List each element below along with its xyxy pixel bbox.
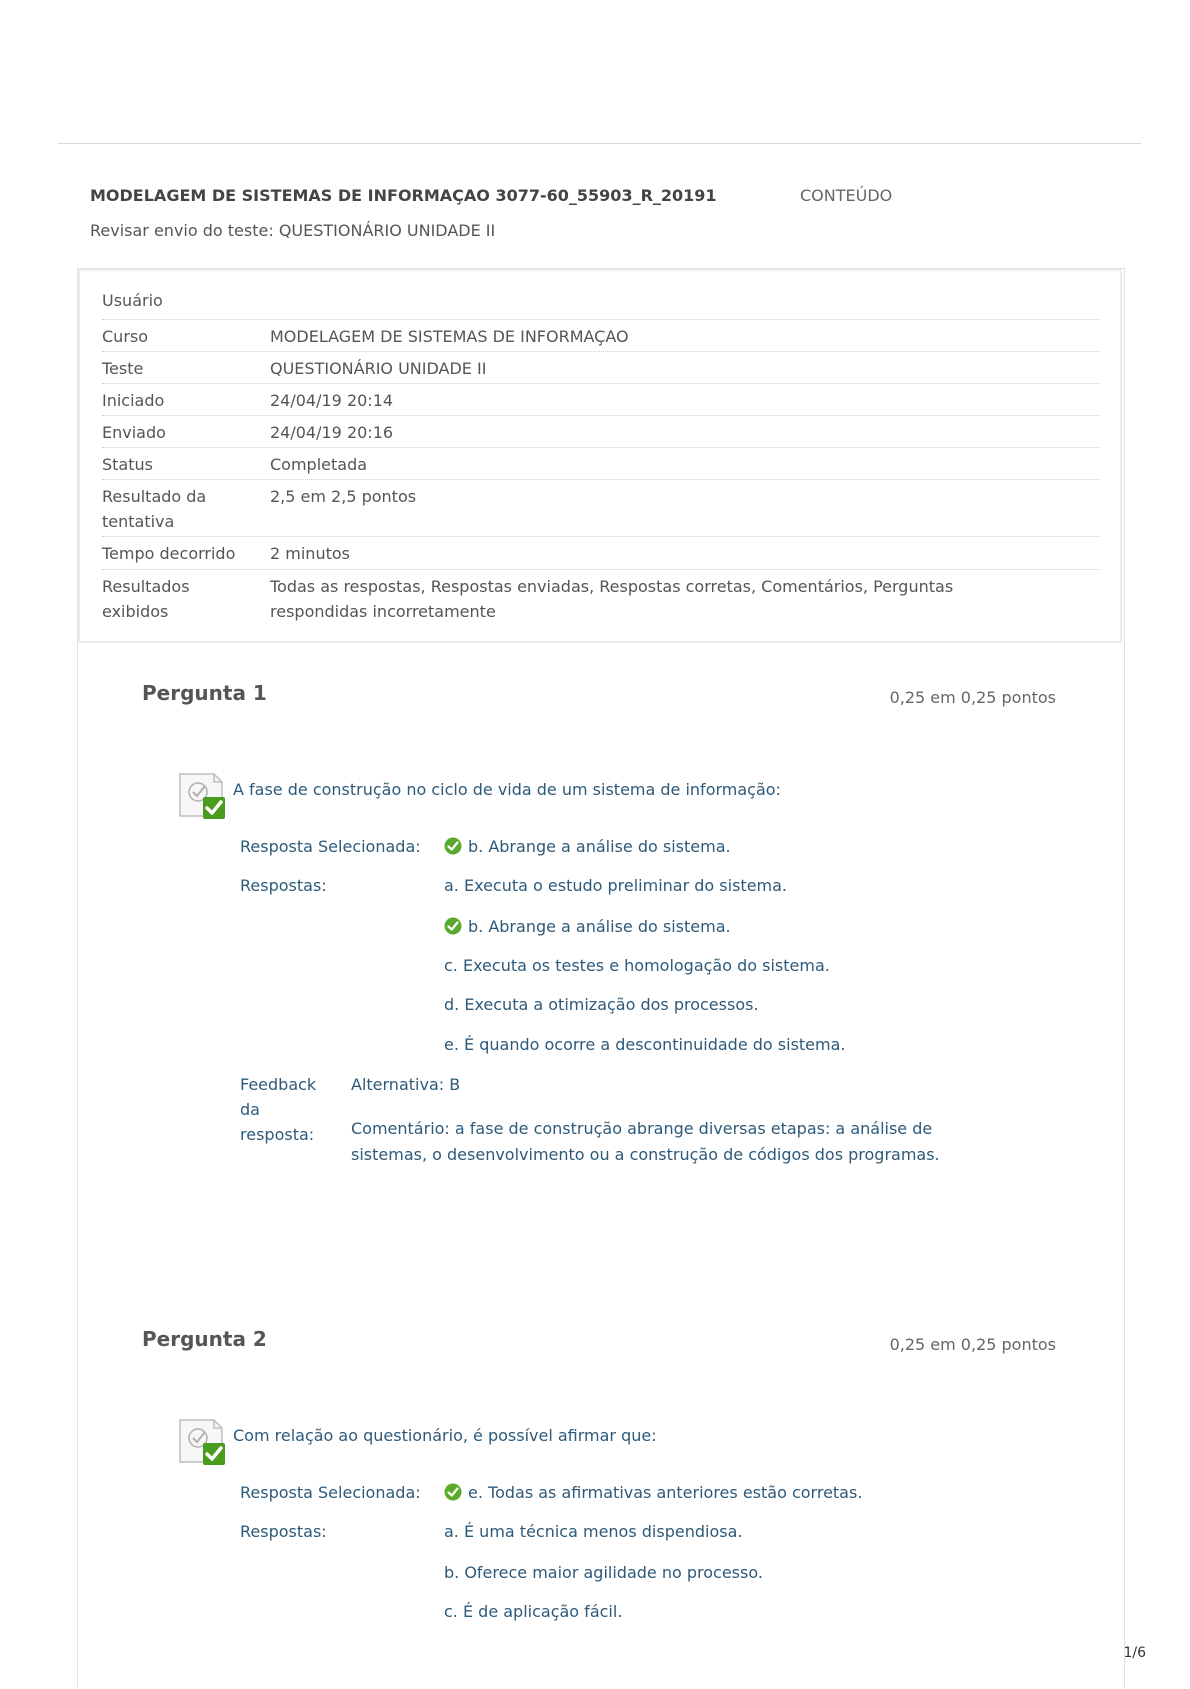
selected-answer [444,837,731,856]
info-row-usuario [102,288,1100,320]
answer-option-correct [444,917,731,936]
info-value: Todas as respostas, Respostas enviadas, Respostas corretas, Comentários, Perguntas respondidas incorretamente [270,577,954,621]
correct-answer-icon [178,1418,226,1466]
answers-label: Respostas: [240,876,327,895]
info-row-status [102,448,1100,480]
top-divider [58,143,1141,144]
review-breadcrumb: Revisar envio do teste: QUESTIONÁRIO UNIDADE II [90,221,496,240]
info-label: Curso [102,327,149,346]
answer-option-text: b. Abrange a análise do sistema. [468,917,731,936]
question-1-title: Pergunta 1 [142,681,267,705]
info-label: Status [102,455,153,474]
question-2-title: Pergunta 2 [142,1327,267,1351]
info-label: Teste [102,359,144,378]
info-value: 2 minutos [270,544,350,563]
selected-answer-label: Resposta Selecionada: [240,837,421,856]
selected-answer-label: Resposta Selecionada: [240,1483,421,1502]
info-value: 2,5 em 2,5 pontos [270,487,417,506]
info-row-enviado [102,416,1100,448]
info-value: MODELAGEM DE SISTEMAS DE INFORMAÇAO [270,327,629,346]
info-label: Usuário [102,291,163,310]
question-2-points: 0,25 em 0,25 pontos [889,1335,1056,1354]
selected-answer-text: e. Todas as afirmativas anteriores estão corretas. [468,1483,863,1502]
answer-option: c. Executa os testes e homologação do sistema. [444,956,830,975]
info-label: Enviado [102,423,166,442]
correct-answer-icon [178,772,226,820]
check-icon [444,1483,462,1501]
info-value: Completada [270,455,368,474]
selected-answer-text: b. Abrange a análise do sistema. [468,837,731,856]
info-label: Resultados exibidos [102,577,190,621]
info-row-curso [102,320,1100,352]
info-value: QUESTIONÁRIO UNIDADE II [270,359,487,378]
info-row-teste [102,352,1100,384]
question-2-text: Com relação ao questionário, é possível afirmar que: [233,1426,657,1445]
answer-option: d. Executa a otimização dos processos. [444,995,759,1014]
info-value: 24/04/19 20:14 [270,391,394,410]
info-row-resultados-exibidos [102,570,1100,626]
check-icon [444,837,462,855]
info-label: Resultado da tentativa [102,487,207,531]
answer-option: a. Executa o estudo preliminar do sistema. [444,876,788,895]
course-title[interactable]: MODELAGEM DE SISTEMAS DE INFORMAÇAO 3077-60_55903_R_20191 [90,186,717,205]
info-label: Iniciado [102,391,165,410]
page-number: 1/6 [1123,1645,1146,1661]
check-icon [444,917,462,935]
feedback-alternative: Alternativa: B [351,1075,461,1094]
info-label: Tempo decorrido [102,544,236,563]
answer-option: c. É de aplicação fácil. [444,1602,623,1621]
answers-label: Respostas: [240,1522,327,1541]
selected-answer [444,1483,862,1502]
info-row-iniciado [102,384,1100,416]
conteudo-link[interactable]: CONTEÚDO [800,186,893,205]
feedback-comment: Comentário: a fase de construção abrange diversas etapas: a análise de sistemas, o desenvolvimento ou a construção de códigos dos programas. [351,1119,940,1164]
question-1-text: A fase de construção no ciclo de vida de um sistema de informação: [233,780,781,799]
feedback-label: Feedback da resposta: [240,1075,317,1144]
attempt-info-table [78,269,1122,643]
question-1-points: 0,25 em 0,25 pontos [889,688,1056,707]
answer-option: a. É uma técnica menos dispendiosa. [444,1522,743,1541]
info-row-tempo [102,537,1100,570]
answer-option: b. Oferece maior agilidade no processo. [444,1563,763,1582]
answer-option: e. É quando ocorre a descontinuidade do sistema. [444,1035,846,1054]
info-row-resultado [102,480,1100,537]
info-value: 24/04/19 20:16 [270,423,394,442]
